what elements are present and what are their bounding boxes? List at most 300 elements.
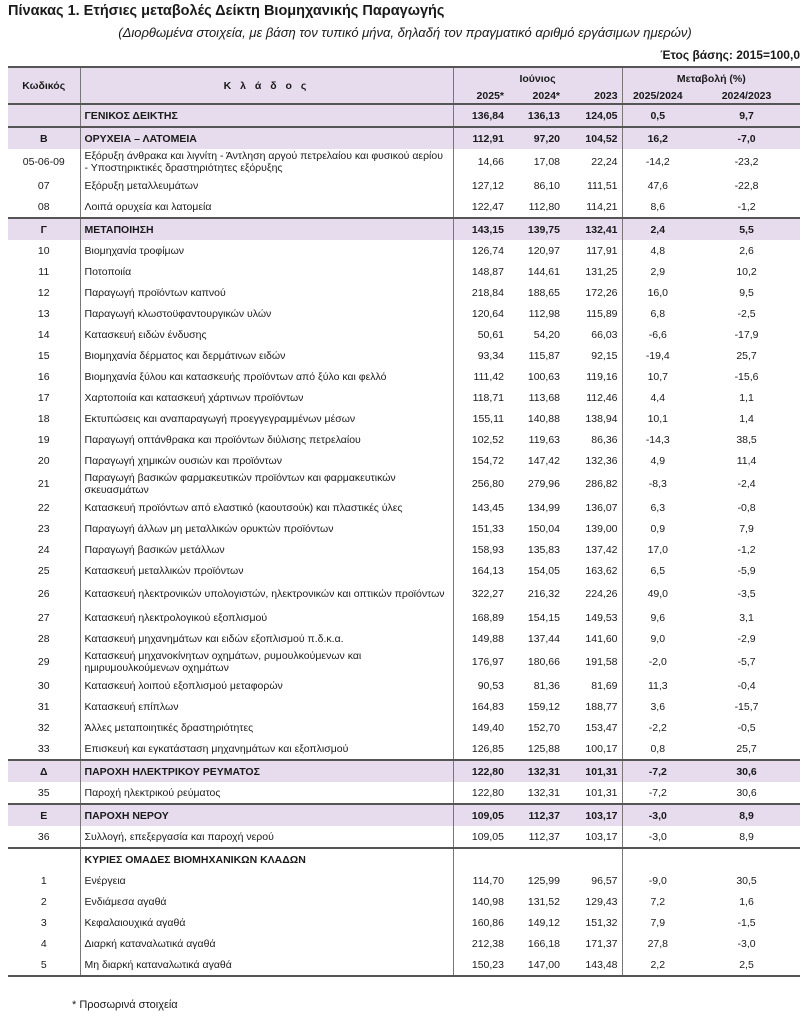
cell-value-2025: 143,15 xyxy=(453,218,508,240)
cell-sector-name: Λοιπά ορυχεία και λατομεία xyxy=(80,196,453,218)
cell-code: 31 xyxy=(8,696,80,717)
cell-value-2024: 166,18 xyxy=(527,937,560,950)
cell-value-2025: 322,27 xyxy=(471,588,504,600)
table-row xyxy=(8,366,800,387)
table-subtitle: (Διορθωμένα στοιχεία, με βάση τον τυπικό μήνα, δηλαδή τον πραγματικό αριθμό εργάσιμων ημερών) xyxy=(118,25,692,40)
cell-value-2023: 66,03 xyxy=(564,324,622,345)
cell-value-2025: 127,12 xyxy=(471,179,504,192)
cell-code: 05-06-09 xyxy=(8,149,80,175)
cell-value-2025: 140,98 xyxy=(471,895,504,908)
cell-change-2025-2024: 6,3 xyxy=(650,501,666,514)
cell-change-2024-2023: 8,9 xyxy=(693,804,800,826)
header-change: Μεταβολή (%) xyxy=(622,67,800,89)
cell-change-2025-2024: 0,9 xyxy=(650,522,666,535)
cell-value-2023: 96,57 xyxy=(564,870,622,891)
cell-code: Γ xyxy=(8,218,80,240)
header-month: Ιούνιος xyxy=(453,67,622,89)
table-row xyxy=(8,429,800,450)
cell-change-2025-2024: 2,9 xyxy=(650,265,666,278)
cell-change-2025-2024: -14,2 xyxy=(645,156,670,168)
cell-value-2024: 120,97 xyxy=(527,244,560,257)
cell-value-2025: 160,86 xyxy=(471,916,504,929)
cell-code: Δ xyxy=(8,760,80,782)
cell-value-2023: 163,62 xyxy=(564,560,622,581)
cell-sector-name: Κατασκευή μηχανοκίνητων οχημάτων, ρυμουλκούμενων και ημιρυμουλκούμενων οχημάτων xyxy=(80,649,453,675)
cell-value-2025: 164,83 xyxy=(471,700,504,713)
base-year-note: Έτος βάσης: 2015=100,0 xyxy=(660,48,800,62)
cell-change-2025-2024: -14,3 xyxy=(645,433,670,446)
cell-change-2025-2024: 0,5 xyxy=(622,104,693,127)
cell-code: 24 xyxy=(8,539,80,560)
cell-sector-name: Χαρτοποιία και κατασκευή χάρτινων προϊόντων xyxy=(80,387,453,408)
cell-value-2024: 112,98 xyxy=(528,307,560,320)
cell-value-2024: 139,75 xyxy=(508,218,564,240)
cell-value-2023: 141,60 xyxy=(564,628,622,649)
cell-value-2024: 119,63 xyxy=(528,433,560,446)
cell-code: 12 xyxy=(8,282,80,303)
cell-sector-name: ΟΡΥΧΕΙΑ – ΛΑΤΟΜΕΙΑ xyxy=(80,127,453,149)
cell-value-2023: 101,31 xyxy=(564,782,622,804)
cell-value-2025: 154,72 xyxy=(471,454,504,467)
cell-value-2023: 132,36 xyxy=(564,450,622,471)
cell-change-2025-2024: 0,8 xyxy=(650,742,666,755)
cell-value-2025: 102,52 xyxy=(471,433,504,446)
cell-value-2025: 112,91 xyxy=(453,127,508,149)
cell-value-2023: 103,17 xyxy=(564,804,622,826)
cell-change-2024-2023: 11,4 xyxy=(736,454,757,467)
table-header xyxy=(8,67,800,104)
cell-sector-name: Κατασκευή προϊόντων από ελαστικό (καουτσούκ) και πλαστικές ύλες xyxy=(80,497,453,518)
cell-value-2024: 279,96 xyxy=(527,478,560,490)
cell-change-2025-2024: 11,3 xyxy=(647,679,668,692)
table-row xyxy=(8,675,800,696)
cell-code: Ε xyxy=(8,804,80,826)
table-row xyxy=(8,954,800,976)
cell-value-2025: 14,66 xyxy=(477,156,504,168)
table-row xyxy=(8,933,800,954)
cell-change-2024-2023: -1,2 xyxy=(737,543,756,556)
cell-code: 15 xyxy=(8,345,80,366)
cell-code: Β xyxy=(8,127,80,149)
table-row xyxy=(8,607,800,628)
cell-change-2025-2024: 4,4 xyxy=(650,391,666,404)
cell-sector-name: Κατασκευή ηλεκτρολογικού εξοπλισμού xyxy=(80,607,453,628)
cell-value-2025: 256,80 xyxy=(471,478,504,490)
cell-value-2024: 132,31 xyxy=(508,760,564,782)
cell-value-2024: 150,04 xyxy=(527,522,560,535)
cell-change-2025-2024: -9,0 xyxy=(648,874,667,887)
cell-change-2024-2023: 1,6 xyxy=(739,895,754,908)
cell-value-2025: 212,38 xyxy=(471,937,504,950)
cell-change-2025-2024: 17,0 xyxy=(647,543,668,556)
cell-code: 20 xyxy=(8,450,80,471)
cell-value-2025: 122,47 xyxy=(471,200,504,213)
cell-value-2023: 114,21 xyxy=(564,196,622,218)
cell-change-2024-2023: 30,5 xyxy=(736,874,757,887)
table-row xyxy=(8,471,800,497)
cell-value-2023 xyxy=(564,848,622,870)
cell-sector-name: Παραγωγή οπτάνθρακα και προϊόντων διύλισης πετρελαίου xyxy=(80,429,453,450)
cell-change-2024-2023: -7,0 xyxy=(693,127,800,149)
cell-change-2024-2023: 10,2 xyxy=(736,265,757,278)
cell-code: 36 xyxy=(8,826,80,848)
cell-change-2025-2024: 16,2 xyxy=(622,127,693,149)
cell-code: 19 xyxy=(8,429,80,450)
cell-change-2025-2024: 2,2 xyxy=(622,954,693,976)
cell-value-2024: 17,08 xyxy=(533,156,560,168)
cell-sector-name: Παραγωγή προϊόντων καπνού xyxy=(80,282,453,303)
cell-code: 5 xyxy=(8,954,80,976)
cell-value-2023: 149,53 xyxy=(564,607,622,628)
footnote: * Προσωρινά στοιχεία xyxy=(72,999,178,1011)
table-title: Πίνακας 1. Ετήσιες μεταβολές Δείκτη Βιομηχανικής Παραγωγής xyxy=(8,3,445,19)
table-row xyxy=(8,826,800,848)
cell-change-2024-2023: -1,2 xyxy=(737,200,756,213)
cell-change-2024-2023: -23,2 xyxy=(734,156,759,168)
table-row xyxy=(8,497,800,518)
header-sector: Κ λ ά δ ο ς xyxy=(80,67,453,104)
cell-value-2023: 136,07 xyxy=(564,497,622,518)
cell-value-2024: 112,37 xyxy=(508,804,564,826)
cell-code: 35 xyxy=(8,782,80,804)
cell-value-2024: 134,99 xyxy=(527,501,560,514)
cell-value-2023: 143,48 xyxy=(564,954,622,976)
cell-value-2024: 216,32 xyxy=(527,588,560,600)
table-row xyxy=(8,387,800,408)
cell-change-2025-2024: 9,0 xyxy=(650,632,666,645)
table-row xyxy=(8,581,800,607)
table-row xyxy=(8,782,800,804)
cell-change-2024-2023: -22,8 xyxy=(734,179,759,192)
cell-sector-name: Κατασκευή επίπλων xyxy=(80,696,453,717)
table-row xyxy=(8,539,800,560)
cell-change-2025-2024 xyxy=(622,848,693,870)
header-change-2025-2024: 2025/2024 xyxy=(622,89,693,104)
cell-value-2025: 176,97 xyxy=(471,656,504,668)
cell-value-2024: 125,99 xyxy=(527,874,560,887)
header-code: Κωδικός xyxy=(8,67,80,104)
cell-change-2025-2024: 6,8 xyxy=(650,307,666,320)
cell-value-2023: 112,46 xyxy=(564,387,622,408)
cell-code: 3 xyxy=(8,912,80,933)
cell-value-2023: 172,26 xyxy=(564,282,622,303)
cell-value-2023: 151,32 xyxy=(564,912,622,933)
cell-change-2024-2023: 25,7 xyxy=(736,349,757,362)
cell-value-2024: 152,70 xyxy=(527,721,560,734)
cell-sector-name: Ενέργεια xyxy=(80,870,453,891)
cell-value-2023: 100,17 xyxy=(564,738,622,760)
cell-value-2023: 124,05 xyxy=(564,104,622,127)
cell-value-2023: 191,58 xyxy=(564,649,622,675)
table-row xyxy=(8,696,800,717)
cell-value-2024: 86,10 xyxy=(533,179,560,192)
table-body xyxy=(8,104,800,976)
cell-change-2024-2023: -2,9 xyxy=(737,632,756,645)
cell-sector-name: ΚΥΡΙΕΣ ΟΜΑΔΕΣ ΒΙΟΜΗΧΑΝΙΚΩΝ ΚΛΑΔΩΝ xyxy=(80,848,453,870)
table-row-section xyxy=(8,804,800,826)
cell-change-2025-2024: -19,4 xyxy=(645,349,670,362)
cell-sector-name: Εξόρυξη μεταλλευμάτων xyxy=(80,175,453,196)
cell-code: 22 xyxy=(8,497,80,518)
cell-value-2023: 103,17 xyxy=(564,826,622,848)
cell-value-2023: 119,16 xyxy=(564,366,622,387)
cell-change-2024-2023: 2,5 xyxy=(693,954,800,976)
cell-change-2024-2023: 9,5 xyxy=(739,286,754,299)
cell-value-2023: 224,26 xyxy=(564,581,622,607)
cell-sector-name: Ποτοποιία xyxy=(80,261,453,282)
cell-change-2025-2024: 16,0 xyxy=(647,286,668,299)
cell-code: 4 xyxy=(8,933,80,954)
cell-change-2024-2023: -0,4 xyxy=(737,679,756,692)
cell-change-2025-2024: 10,7 xyxy=(647,370,668,383)
cell-change-2025-2024: -6,6 xyxy=(648,328,667,341)
table-row xyxy=(8,240,800,261)
cell-change-2024-2023: -15,6 xyxy=(734,370,759,383)
cell-value-2023: 117,91 xyxy=(564,240,622,261)
table-row xyxy=(8,628,800,649)
cell-change-2025-2024: 27,8 xyxy=(647,937,668,950)
cell-change-2024-2023: -1,5 xyxy=(737,916,756,929)
cell-value-2024: 97,20 xyxy=(508,127,564,149)
cell-value-2024: 112,37 xyxy=(528,830,560,843)
cell-value-2025: 90,53 xyxy=(477,679,504,692)
cell-code: 28 xyxy=(8,628,80,649)
cell-change-2024-2023: 2,6 xyxy=(739,244,754,257)
cell-sector-name: Κατασκευή μηχανημάτων και ειδών εξοπλισμού π.δ.κ.α. xyxy=(80,628,453,649)
cell-value-2023: 286,82 xyxy=(564,471,622,497)
cell-change-2024-2023: -2,4 xyxy=(737,478,756,490)
cell-value-2024: 54,20 xyxy=(533,328,560,341)
cell-code: 32 xyxy=(8,717,80,738)
cell-change-2025-2024: -7,2 xyxy=(648,786,667,799)
cell-sector-name: Επισκευή και εγκατάσταση μηχανημάτων και εξοπλισμού xyxy=(80,738,453,760)
cell-change-2025-2024: 7,9 xyxy=(650,916,666,929)
cell-value-2023: 86,36 xyxy=(564,429,622,450)
cell-change-2024-2023: 7,9 xyxy=(739,522,754,535)
table-row xyxy=(8,324,800,345)
cell-code: 17 xyxy=(8,387,80,408)
cell-value-2025: 126,74 xyxy=(471,244,504,257)
cell-code: 10 xyxy=(8,240,80,261)
cell-change-2024-2023: -5,7 xyxy=(737,656,756,668)
cell-value-2024: 100,63 xyxy=(527,370,560,383)
cell-value-2024: 154,15 xyxy=(527,611,560,624)
cell-change-2024-2023: -17,9 xyxy=(734,328,759,341)
table-row xyxy=(8,196,800,218)
cell-value-2024: 137,44 xyxy=(527,632,560,645)
cell-value-2024: 188,65 xyxy=(527,286,560,299)
cell-change-2024-2023: -15,7 xyxy=(734,700,759,713)
cell-value-2023: 153,47 xyxy=(564,717,622,738)
cell-sector-name: Εξόρυξη άνθρακα και λιγνίτη - Άντληση αργού πετρελαίου και φυσικού αερίου - Υποστηρικτικές δραστηριότητες εξόρυξης xyxy=(80,149,453,175)
table-row xyxy=(8,175,800,196)
industrial-production-table xyxy=(8,66,800,977)
cell-change-2025-2024: 8,6 xyxy=(650,200,666,213)
cell-value-2024 xyxy=(508,848,564,870)
cell-value-2023: 171,37 xyxy=(564,933,622,954)
cell-sector-name: Άλλες μεταποιητικές δραστηριότητες xyxy=(80,717,453,738)
cell-change-2025-2024: 4,9 xyxy=(650,454,666,467)
cell-sector-name: Παραγωγή χημικών ουσιών και προϊόντων xyxy=(80,450,453,471)
cell-value-2025: 118,71 xyxy=(472,391,504,404)
table-row-section xyxy=(8,218,800,240)
header-year-2023: 2023 xyxy=(564,89,622,104)
cell-value-2024: 115,87 xyxy=(528,349,560,362)
cell-sector-name: Βιομηχανία τροφίμων xyxy=(80,240,453,261)
cell-value-2024: 113,68 xyxy=(528,391,560,404)
cell-value-2025: 168,89 xyxy=(471,611,504,624)
table-row-section xyxy=(8,104,800,127)
cell-sector-name: ΜΕΤΑΠΟΙΗΣΗ xyxy=(80,218,453,240)
cell-change-2025-2024: 2,4 xyxy=(622,218,693,240)
cell-sector-name: Βιομηχανία δέρματος και δερμάτινων ειδών xyxy=(80,345,453,366)
cell-change-2025-2024: -3,0 xyxy=(648,830,667,843)
cell-value-2024: 131,52 xyxy=(527,895,560,908)
cell-sector-name: Παραγωγή βασικών μετάλλων xyxy=(80,539,453,560)
cell-change-2025-2024: -7,2 xyxy=(622,760,693,782)
cell-value-2025: 149,40 xyxy=(471,721,504,734)
cell-value-2025: 126,85 xyxy=(471,742,504,755)
cell-code: 1 xyxy=(8,870,80,891)
cell-sector-name: Ενδιάμεσα αγαθά xyxy=(80,891,453,912)
cell-value-2024: 112,80 xyxy=(528,200,560,213)
cell-value-2023: 111,51 xyxy=(564,175,622,196)
cell-value-2024: 125,88 xyxy=(527,742,560,755)
cell-value-2025: 149,88 xyxy=(471,632,504,645)
cell-value-2025: 122,80 xyxy=(453,760,508,782)
cell-change-2025-2024: 6,5 xyxy=(650,564,666,577)
cell-change-2024-2023: 1,4 xyxy=(739,412,754,425)
cell-value-2024: 81,36 xyxy=(533,679,560,692)
cell-value-2023: 22,24 xyxy=(564,149,622,175)
table-row xyxy=(8,303,800,324)
cell-code: 18 xyxy=(8,408,80,429)
cell-change-2024-2023: 9,7 xyxy=(693,104,800,127)
cell-change-2024-2023: -5,9 xyxy=(737,564,756,577)
table-row xyxy=(8,408,800,429)
cell-value-2025: 122,80 xyxy=(471,786,504,799)
cell-value-2023: 137,42 xyxy=(564,539,622,560)
cell-value-2025: 148,87 xyxy=(471,265,504,278)
cell-change-2025-2024: 4,8 xyxy=(650,244,666,257)
cell-sector-name: Παροχή ηλεκτρικού ρεύματος xyxy=(80,782,453,804)
cell-value-2025: 93,34 xyxy=(477,349,504,362)
cell-sector-name: Βιομηχανία ξύλου και κατασκευής προϊόντων από ξύλο και φελλό xyxy=(80,366,453,387)
table-row xyxy=(8,738,800,760)
cell-code: 21 xyxy=(8,471,80,497)
cell-sector-name: Παραγωγή βασικών φαρμακευτικών προϊόντων και φαρμακευτικών σκευασμάτων xyxy=(80,471,453,497)
cell-value-2025: 158,93 xyxy=(471,543,504,556)
cell-code: 08 xyxy=(8,196,80,218)
cell-value-2025: 151,33 xyxy=(471,522,504,535)
cell-value-2023: 131,25 xyxy=(564,261,622,282)
table-row xyxy=(8,870,800,891)
cell-code: 2 xyxy=(8,891,80,912)
cell-value-2025: 50,61 xyxy=(477,328,504,341)
cell-value-2025 xyxy=(453,848,508,870)
table-row-section xyxy=(8,760,800,782)
cell-sector-name: Παραγωγή άλλων μη μεταλλικών ορυκτών προϊόντων xyxy=(80,518,453,539)
cell-value-2023: 104,52 xyxy=(564,127,622,149)
cell-change-2025-2024: -2,2 xyxy=(648,721,667,734)
cell-sector-name: Κεφαλαιουχικά αγαθά xyxy=(80,912,453,933)
cell-change-2024-2023: 3,1 xyxy=(739,611,754,624)
cell-change-2024-2023: 38,5 xyxy=(736,433,757,446)
cell-value-2024: 159,12 xyxy=(527,700,560,713)
cell-sector-name: Παραγωγή κλωστοϋφαντουργικών υλών xyxy=(80,303,453,324)
table-row xyxy=(8,149,800,175)
cell-change-2025-2024: 7,2 xyxy=(650,895,666,908)
cell-value-2024: 147,00 xyxy=(508,954,564,976)
cell-sector-name: Κατασκευή ηλεκτρονικών υπολογιστών, ηλεκτρονικών και οπτικών προϊόντων xyxy=(80,581,453,607)
cell-change-2025-2024: 49,0 xyxy=(647,588,668,600)
table-row xyxy=(8,649,800,675)
cell-code: 26 xyxy=(8,581,80,607)
table-row xyxy=(8,450,800,471)
cell-code xyxy=(8,848,80,870)
cell-change-2024-2023: -0,8 xyxy=(737,501,756,514)
cell-change-2024-2023: 25,7 xyxy=(736,742,757,755)
cell-sector-name: Διαρκή καταναλωτικά αγαθά xyxy=(80,933,453,954)
table-row-group-heading xyxy=(8,848,800,870)
cell-value-2023: 138,94 xyxy=(564,408,622,429)
cell-value-2023: 115,89 xyxy=(564,303,622,324)
cell-sector-name: ΓΕΝΙΚΟΣ ΔΕΙΚΤΗΣ xyxy=(80,104,453,127)
cell-value-2023: 81,69 xyxy=(564,675,622,696)
cell-change-2025-2024: 47,6 xyxy=(647,179,668,192)
cell-value-2023: 101,31 xyxy=(564,760,622,782)
cell-code xyxy=(8,104,80,127)
cell-sector-name: Κατασκευή λοιπού εξοπλισμού μεταφορών xyxy=(80,675,453,696)
cell-value-2025: 111,42 xyxy=(473,370,504,383)
cell-change-2025-2024: 3,6 xyxy=(650,700,666,713)
cell-value-2024: 154,05 xyxy=(527,564,560,577)
cell-value-2024: 180,66 xyxy=(527,656,560,668)
cell-code: 27 xyxy=(8,607,80,628)
header-year-2024: 2024* xyxy=(508,89,564,104)
cell-sector-name: Κατασκευή μεταλλικών προϊόντων xyxy=(80,560,453,581)
cell-code: 07 xyxy=(8,175,80,196)
cell-value-2025: 155,11 xyxy=(472,412,504,425)
cell-value-2023: 188,77 xyxy=(564,696,622,717)
cell-sector-name: Κατασκευή ειδών ένδυσης xyxy=(80,324,453,345)
cell-change-2025-2024: -2,0 xyxy=(648,656,667,668)
cell-sector-name: Συλλογή, επεξεργασία και παροχή νερού xyxy=(80,826,453,848)
cell-value-2024: 132,31 xyxy=(527,786,560,799)
cell-change-2024-2023: -3,5 xyxy=(737,588,756,600)
cell-change-2024-2023: 1,1 xyxy=(739,391,754,404)
cell-change-2024-2023: 30,6 xyxy=(693,760,800,782)
cell-value-2024: 136,13 xyxy=(508,104,564,127)
cell-value-2024: 149,12 xyxy=(527,916,560,929)
cell-code: 29 xyxy=(8,649,80,675)
cell-code: 11 xyxy=(8,261,80,282)
cell-value-2024: 147,42 xyxy=(527,454,560,467)
cell-sector-name: ΠΑΡΟΧΗ ΗΛΕΚΤΡΙΚΟΥ ΡΕΥΜΑΤΟΣ xyxy=(80,760,453,782)
cell-value-2025: 218,84 xyxy=(471,286,504,299)
cell-change-2024-2023: -2,5 xyxy=(737,307,756,320)
cell-change-2025-2024: 9,6 xyxy=(650,611,666,624)
cell-value-2025: 114,70 xyxy=(472,874,504,887)
cell-value-2024: 140,88 xyxy=(527,412,560,425)
cell-sector-name: Εκτυπώσεις και αναπαραγωγή προεγγεγραμμένων μέσων xyxy=(80,408,453,429)
cell-value-2025: 109,05 xyxy=(471,830,504,843)
cell-value-2025: 109,05 xyxy=(453,804,508,826)
header-year-2025: 2025* xyxy=(453,89,508,104)
cell-change-2024-2023: -3,0 xyxy=(737,937,756,950)
table-row xyxy=(8,891,800,912)
cell-code: 30 xyxy=(8,675,80,696)
